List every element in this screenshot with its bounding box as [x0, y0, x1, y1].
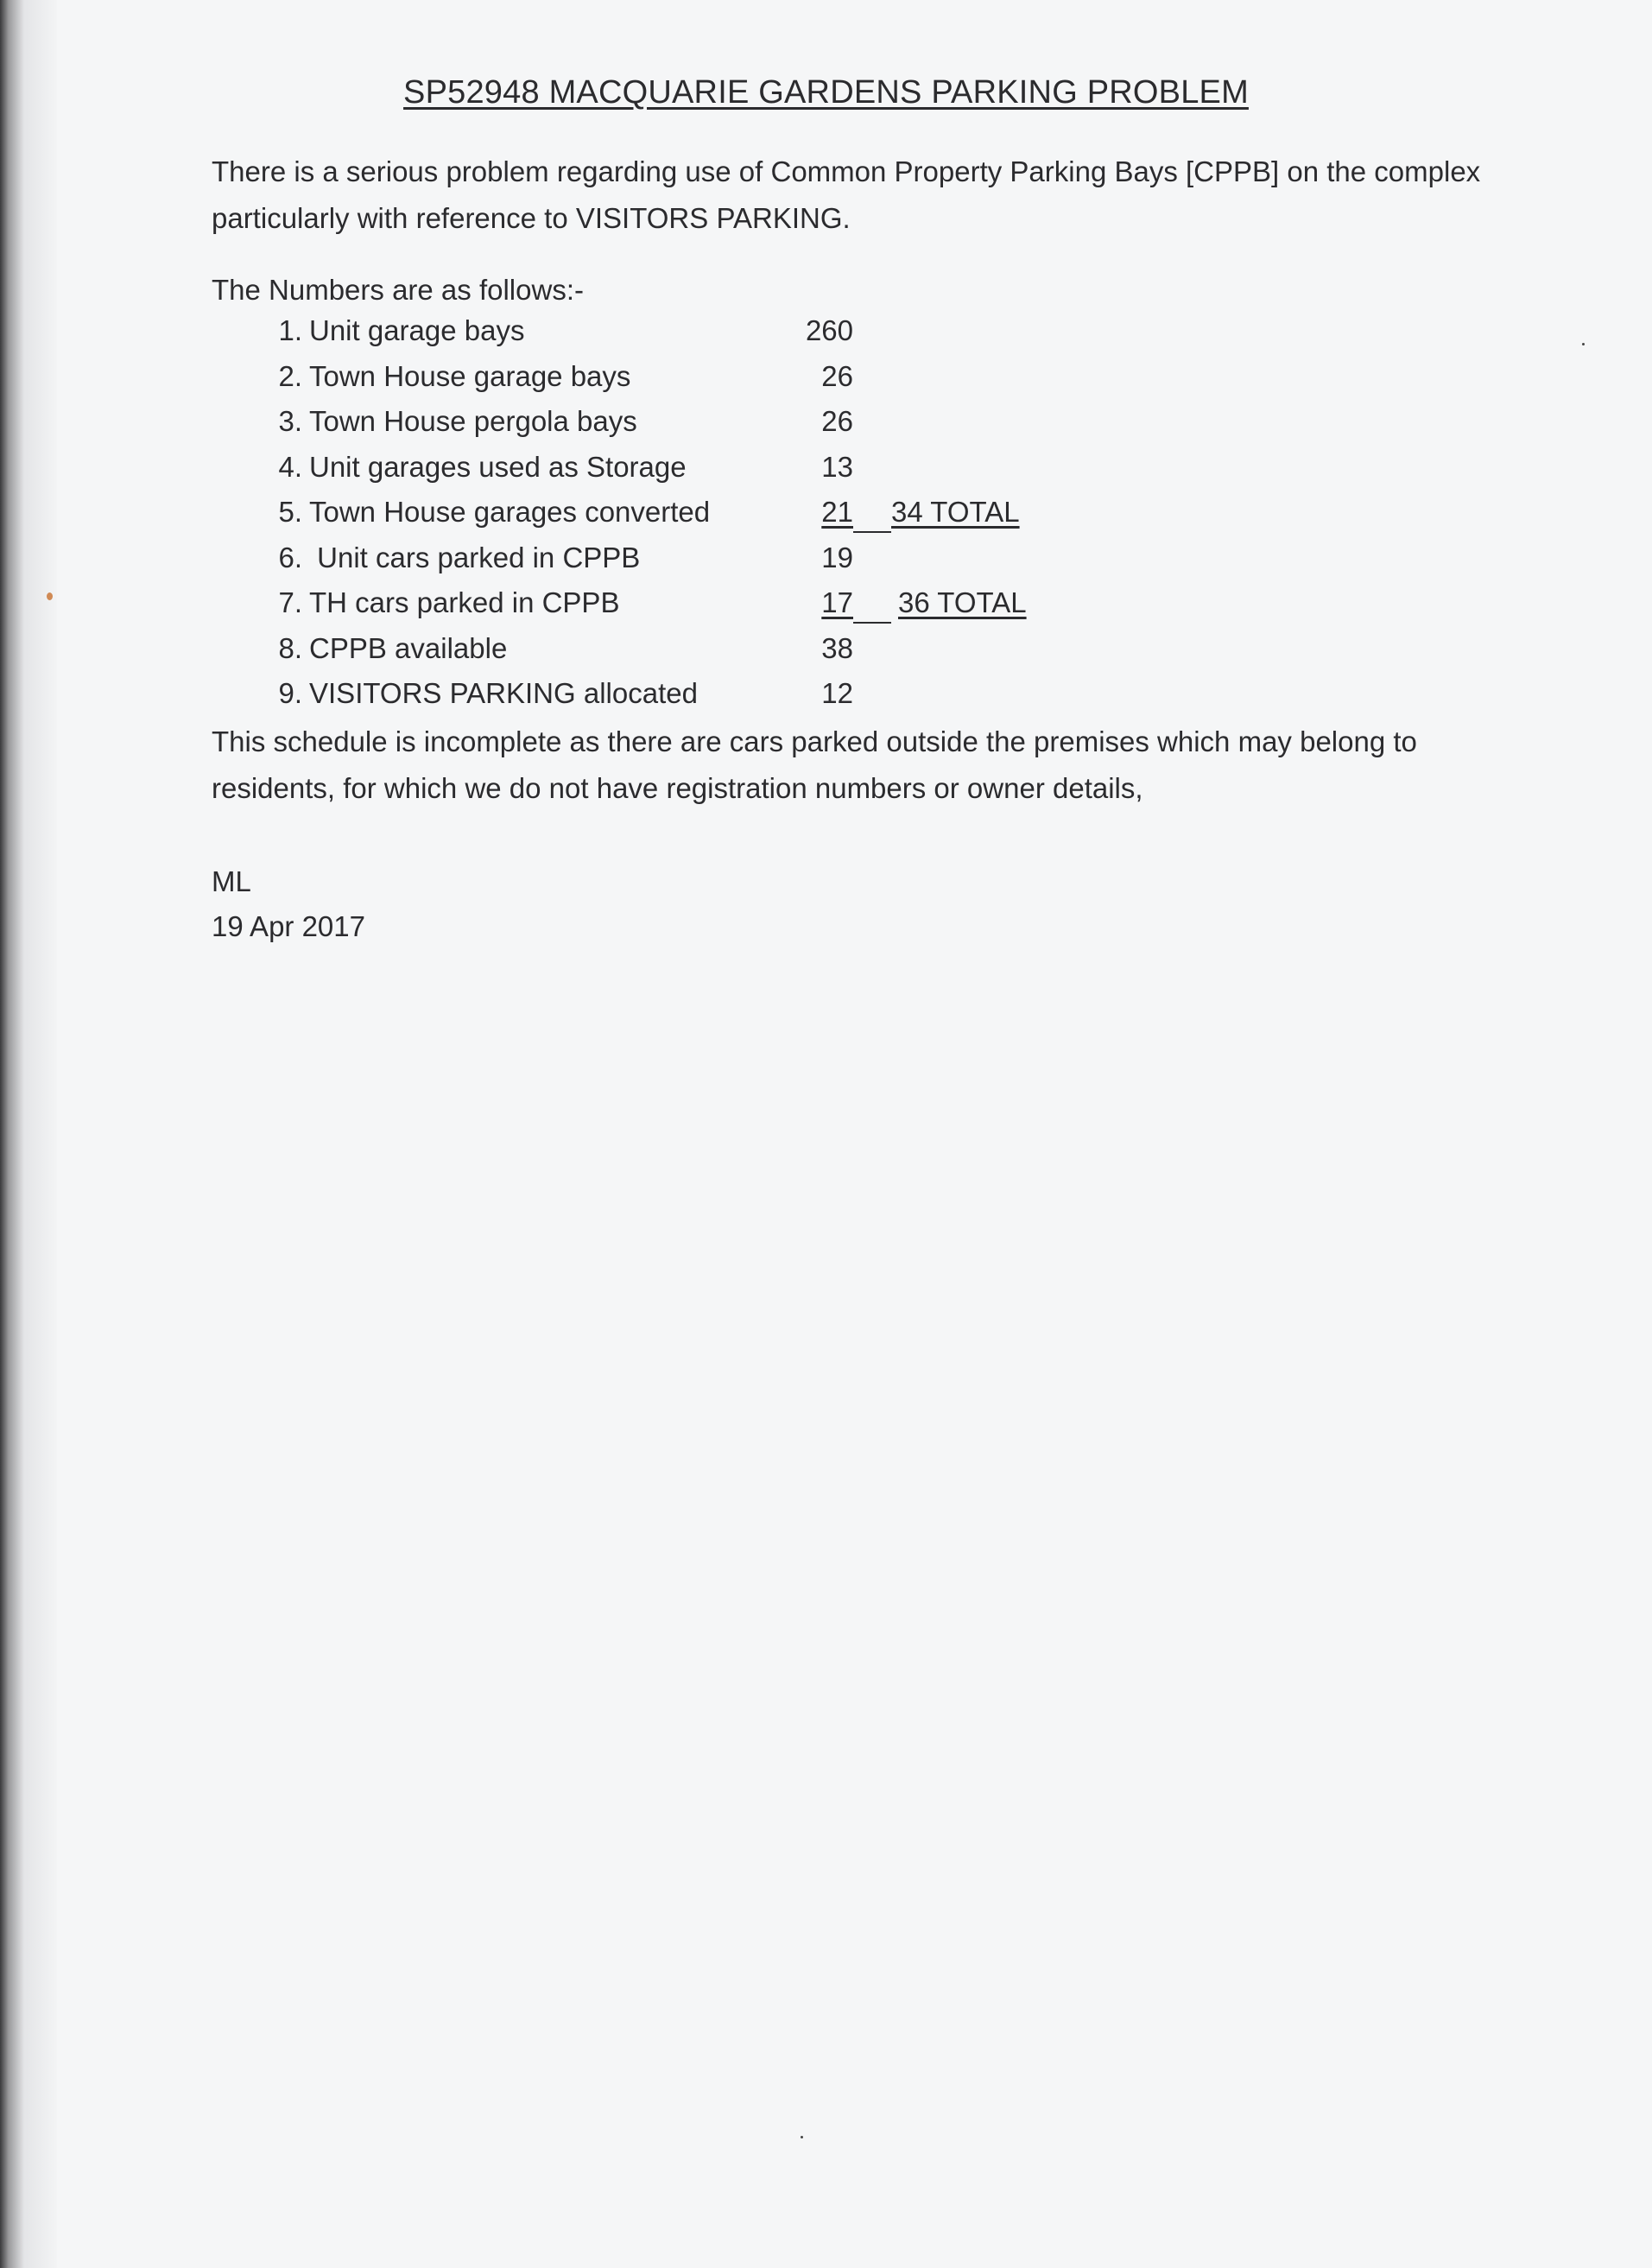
- list-item-value: 260: [805, 314, 853, 346]
- problem-paragraph: There is a serious problem regarding use of Common Property Parking Bays [CPPB] on the complex particularly with reference to VISITORS PARKING.: [212, 155, 1481, 234]
- list-item: [0, 496, 1652, 541]
- list-item-value: 17: [821, 586, 853, 618]
- list-item: [0, 451, 1652, 496]
- list-item-label: Unit garages used as Storage: [309, 450, 687, 483]
- list-item: [0, 360, 1652, 405]
- list-item-number: 4.: [278, 450, 302, 483]
- list-item: [0, 314, 1652, 359]
- list-item: [0, 405, 1652, 450]
- list-item-number: 9.: [278, 677, 302, 709]
- list-item: [0, 542, 1652, 586]
- list-item-label: VISITORS PARKING allocated: [309, 677, 698, 709]
- signature-initials: ML: [212, 865, 251, 897]
- list-item-value: 26: [821, 405, 853, 437]
- list-item-number: 8.: [278, 631, 302, 664]
- list-item-label: CPPB available: [309, 631, 508, 664]
- total-underline-connector: [853, 622, 891, 624]
- list-item-number: 1.: [278, 314, 302, 346]
- list-item-total: 36 TOTAL: [898, 586, 1027, 618]
- list-item-value: 13: [821, 450, 853, 483]
- list-item-value: 19: [821, 541, 853, 573]
- list-item-label: Unit garage bays: [309, 314, 525, 346]
- numbers-intro: The Numbers are as follows:-: [212, 274, 584, 306]
- list-item: [0, 586, 1652, 631]
- list-item-value: 38: [821, 631, 853, 664]
- document-title: SP52948 MACQUARIE GARDENS PARKING PROBLEM: [403, 74, 1249, 111]
- list-item-value: 21: [821, 496, 853, 528]
- list-item-number: 5.: [278, 496, 302, 528]
- list-item-number: 2.: [278, 359, 302, 392]
- list-item-label: TH cars parked in CPPB: [309, 586, 620, 618]
- list-item: [0, 632, 1652, 677]
- document-date: 19 Apr 2017: [212, 910, 365, 942]
- schedule-note-paragraph: This schedule is incomplete as there are cars parked outside the premises which may belong to residents, for which we do not have registration numbers or owner details,: [212, 725, 1417, 804]
- paper-speck: [801, 2136, 803, 2138]
- list-item-label: Town House pergola bays: [309, 405, 637, 437]
- list-item-label: Town House garage bays: [309, 359, 631, 392]
- list-item-value: 26: [821, 359, 853, 392]
- list-item-number: 3.: [278, 405, 302, 437]
- total-underline-connector: [853, 531, 891, 533]
- list-item-label: Unit cars parked in CPPB: [309, 541, 641, 573]
- list-item-label: Town House garages converted: [309, 496, 711, 528]
- list-item-number: 6.: [278, 541, 302, 573]
- list-item: [0, 677, 1652, 722]
- list-item-total: 34 TOTAL: [891, 496, 1020, 528]
- list-item-number: 7.: [278, 586, 302, 618]
- list-item-value: 12: [821, 677, 853, 709]
